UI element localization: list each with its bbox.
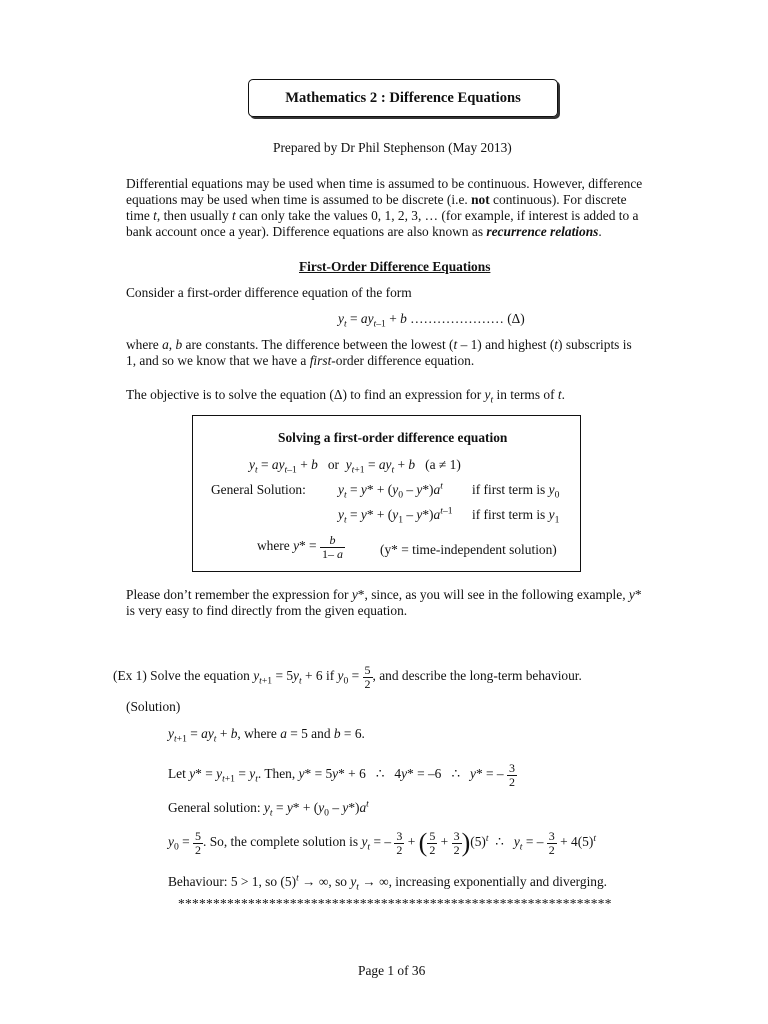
box-equation-forms: $y_t = ay_{t-1} + b$ or $y_{t+1} = ay_t + b$ (a ≠ 1): [249, 457, 461, 476]
where-line-1: where a, b are constants. The difference between the lowest (t – 1) and highest (t) subscripts is: [126, 337, 632, 352]
solution-step-3: General solution: $y_t = y* + (y_0 - y*)a^t$: [168, 798, 369, 819]
page-footer: Page 1 of 36: [358, 963, 426, 978]
general-solution-label: General Solution:: [211, 482, 306, 497]
section-heading: First-Order Difference Equations: [299, 259, 491, 274]
intro-line-4: bank account once a year). Difference equations are also known as recurrence relations.: [126, 224, 602, 239]
solution-step-4: $y_0$ = $\frac{5}{2}$ . So, the complete solution is $y_t$ = – $\frac{3}{2}$ + ( $\frac{5}{2}$ + $\frac{3}{2}$ )$(5)^t$ ∴ $y_t$ = – $\frac{3}{2}$ + $4(5)^t$: [168, 828, 597, 858]
objective-text: The objective is to solve the equation (Δ) to find an expression for $y_t$ in terms of t.: [126, 387, 565, 406]
consider-text: Consider a first-order difference equation of the form: [126, 285, 412, 300]
example-statement: (Ex 1) Solve the equation $y_{t+1} = 5y_t + 6$ if $y_0$ = $\frac{5}{2}$ , and describe the long-term behaviour.: [113, 663, 582, 691]
where-line-2: 1, and so we know that we have a first-order difference equation.: [126, 353, 475, 368]
solution-label: (Solution): [126, 699, 181, 714]
intro-line-2: equations may be used when time is assumed to be discrete (i.e. not continuous). For discrete: [126, 192, 627, 207]
document-title: Mathematics 2 : Difference Equations: [248, 79, 558, 117]
condition-y0: if first term is $y_0$: [472, 482, 560, 501]
condition-y1: if first term is $y_1$: [472, 507, 560, 526]
ystar-formula: where y* = $\frac{b}{1- a}$: [257, 533, 343, 561]
intro-line-1: Differential equations may be used when time is assumed to be continuous. However, difference: [126, 176, 643, 191]
ystar-note: (y* = time-independent solution): [380, 542, 557, 557]
solution-step-1: $y_{t+1} = ay_t + b$, where a = 5 and b = 6.: [168, 726, 365, 745]
general-solution-y0: $y_t = y* + (y_0 - y*)a^t$: [338, 480, 443, 501]
solution-step-2: Let $y* = y_{t+1} = y_t$. Then, y* = 5y* + 6 ∴ 4y* = –6 ∴ y* = – $\frac{3}{2}$: [168, 761, 515, 789]
intro-line-3: time t, then usually t can only take the values 0, 1, 2, 3, … (for example, if interest is added to a: [126, 208, 639, 223]
behaviour-text: Behaviour: 5 > 1, so $(5)^t$ → ∞, so $y_t$ → ∞, increasing exponentially and diverging.: [168, 872, 608, 893]
please-line-1: Please don’t remember the expression for y*, since, as you will see in the following example, y*: [126, 587, 642, 602]
please-line-2: is very easy to find directly from the given equation.: [126, 603, 408, 618]
separator: **************************************************************: [178, 896, 612, 911]
equation-delta: $y_t = ay_{t-1} + b$ ………………… (Δ): [338, 311, 525, 330]
box-title: Solving a first-order difference equation: [278, 430, 508, 445]
author-line: Prepared by Dr Phil Stephenson (May 2013): [273, 140, 512, 155]
general-solution-y1: $y_t = y* + (y_1 - y*)a^{t-1}$: [338, 505, 453, 526]
